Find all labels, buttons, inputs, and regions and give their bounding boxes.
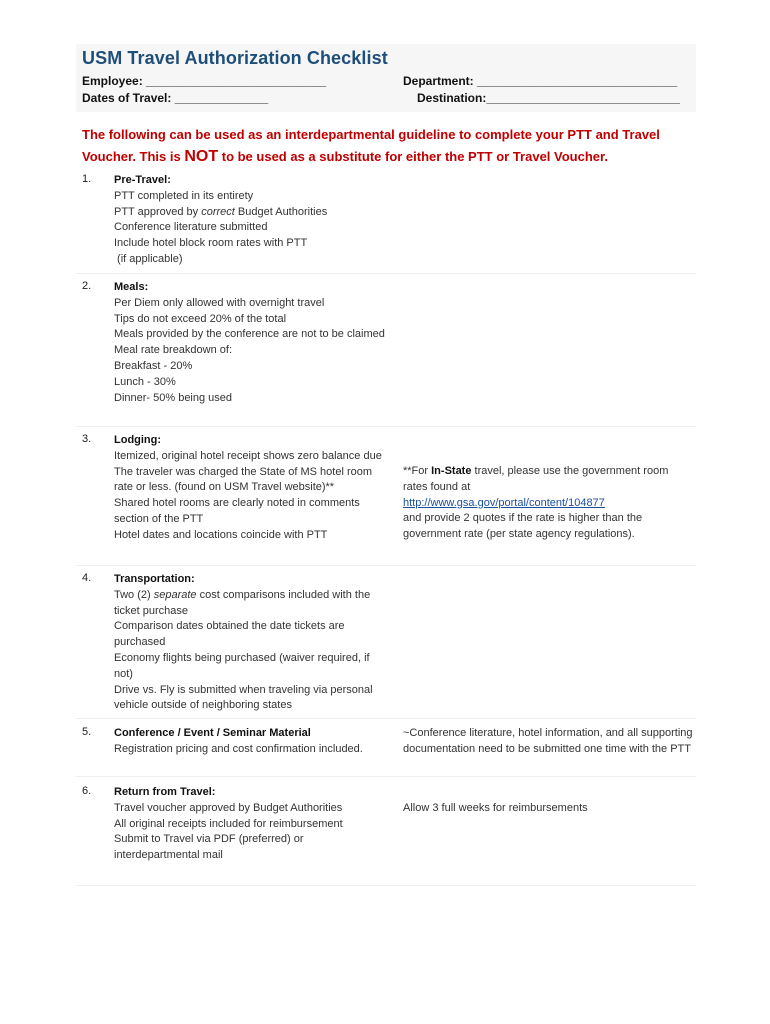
item-heading: Lodging: [114,434,162,446]
notice-text-2: to be used as a substitute for either the PTT or Travel Voucher. [218,149,608,164]
checklist-item-return [76,785,696,886]
item-details [114,572,389,714]
item-line: Registration pricing and cost confirmation included. [114,742,363,755]
item-line: Dinner- 50% being used [114,391,233,404]
destination-field[interactable]: Destination:_____________________________ [417,91,680,105]
gsa-link[interactable]: http://www.gsa.gov/portal/content/104877 [403,496,605,509]
item-number: 6. [82,785,92,797]
item-line: PTT approved by correct Budget Authorities [114,205,328,218]
item-line: Meals provided by the conference are not to be claimed [114,328,385,341]
item-line: Drive vs. Fly is submitted when traveling via personal vehicle outside of neighboring states [114,683,373,712]
item-heading: Meals: [114,281,149,293]
item-line: Itemized, original hotel receipt shows zero balance due [114,449,382,462]
item-number: 2. [82,280,92,292]
item-line: The traveler was charged the State of MS hotel room rate or less. (found on USM Travel website)** [114,465,373,494]
checklist-item-transportation [76,572,696,719]
note-bold: In-State [431,465,472,477]
item-line: Hotel dates and locations coincide with PTT [114,528,328,541]
item-details [114,280,389,406]
item-heading: Transportation: [114,573,195,585]
item-details [114,433,389,544]
page-title: USM Travel Authorization Checklist [82,48,388,68]
item-line: All original receipts included for reimbursement [114,817,343,830]
item-line: PTT completed in its entirety [114,189,254,202]
notice-emphasis: NOT [184,148,219,165]
item-heading: Conference / Event / Seminar Material [114,727,311,739]
item-line: Include hotel block room rates with PTT [114,237,308,250]
note-text: travel, please use the government room rates found at [403,465,669,493]
item-line: Per Diem only allowed with overnight travel [114,296,325,309]
item-line: Meal rate breakdown of: [114,344,233,357]
item-line: Shared hotel rooms are clearly noted in comments section of the PTT [114,497,360,525]
item-number: 1. [82,173,92,185]
item-details [114,785,389,864]
item-line: Travel voucher approved by Budget Authorities [114,801,343,814]
lodging-note [403,464,693,543]
checklist-item-lodging [76,433,696,566]
note-text: and provide 2 quotes if the rate is higher than the government rate (per state agency regulations). [403,512,643,541]
item-line: Economy flights being purchased (waiver required, if not) [114,651,370,680]
notice-text-1: The following can be used as an interdepartmental guideline to complete your PTT and Travel Voucher. This is [82,127,660,164]
dates-of-travel-field[interactable]: Dates of Travel: ______________ [82,91,269,105]
item-number: 4. [82,572,92,584]
note-text: **For [403,465,432,477]
item-number: 5. [82,726,92,738]
item-line: Submit to Travel via PDF (preferred) or interdepartmental mail [114,833,304,862]
item-line: Two (2) separate cost comparisons included with the ticket purchase [114,588,371,617]
item-details [114,173,389,268]
item-line: Lunch - 30% [114,375,176,388]
item-heading: Return from Travel: [114,786,216,798]
return-note: Allow 3 full weeks for reimbursements [403,802,588,814]
item-line: (if applicable) [114,252,183,265]
item-heading: Pre-Travel: [114,174,171,186]
item-line: Conference literature submitted [114,221,268,234]
item-number: 3. [82,433,92,445]
checklist-item-pre-travel [76,173,696,274]
item-line: Comparison dates obtained the date tickets are purchased [114,620,345,649]
item-line: Breakfast - 20% [114,359,193,372]
item-line: Tips do not exceed 20% of the total [114,312,287,325]
item-details [114,726,389,758]
checklist-item-meals [76,280,696,427]
department-field[interactable]: Department: ______________________________ [403,74,678,88]
guideline-notice [82,124,682,168]
checklist-item-conference [76,726,696,777]
conference-note: ~Conference literature, hotel information, and all supporting documentation need to be submitted one time with the PTT [403,727,693,755]
employee-field[interactable]: Employee: ___________________________ [82,74,327,88]
